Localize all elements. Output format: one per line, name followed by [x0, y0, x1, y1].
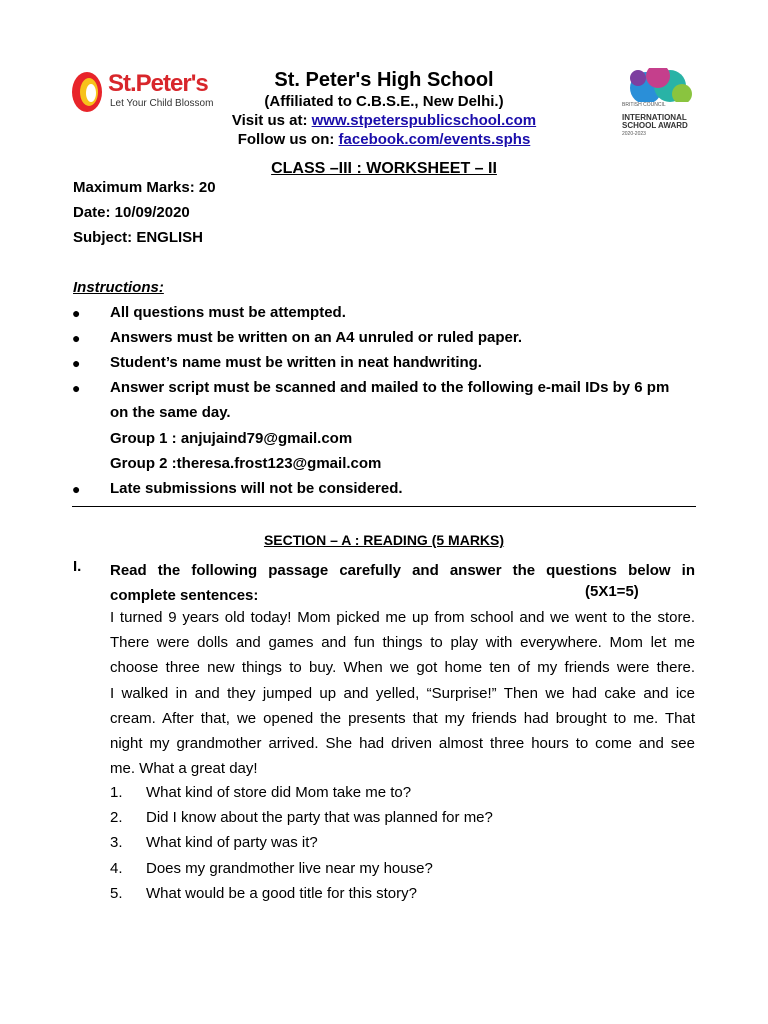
- question-number: 4.: [110, 860, 123, 877]
- question-item: What kind of store did Mom take me to?: [146, 784, 412, 801]
- question-number: 3.: [110, 834, 123, 851]
- question-item: Did I know about the party that was planned for me?: [146, 809, 493, 826]
- passage-line: night my grandmother arrived. She had driven almost three hours to come and see: [110, 735, 695, 753]
- bullet-icon: ●: [72, 330, 81, 346]
- instruction-item: All questions must be attempted.: [110, 304, 346, 321]
- instruction-item: Answers must be written on an A4 unruled or ruled paper.: [110, 329, 523, 346]
- question-marks: (5X1=5): [585, 583, 639, 600]
- passage-line: cream. After that, we opened the presents that my friends had brought to me. That: [110, 709, 695, 727]
- award-title: [622, 114, 688, 130]
- question-line: complete sentences:: [110, 587, 259, 604]
- max-marks: Maximum Marks: 20: [73, 179, 216, 196]
- international-school-award: [620, 68, 700, 140]
- passage-line: There were dolls and games and fun things to play with everywhere. Mom let me: [110, 634, 695, 652]
- school-header: [180, 68, 588, 149]
- passage-line: I turned 9 years old today! Mom picked me up from school and we went to the store.: [110, 609, 695, 626]
- visit-label: Visit us at:: [231, 112, 312, 129]
- reading-passage: [110, 605, 695, 781]
- affiliation: (Affiliated to C.B.S.E., New Delhi.): [264, 93, 504, 110]
- divider: [72, 506, 696, 507]
- instruction-item: Student’s name must be written in neat handwriting.: [110, 354, 482, 371]
- passage-line: I walked in and they jumped up and yelled, “Surprise!” Then we had cake and ice: [110, 684, 695, 702]
- subject: Subject: ENGLISH: [73, 229, 204, 246]
- date: Date: 10/09/2020: [73, 204, 190, 221]
- passage-line: me. What a great day!: [110, 760, 258, 778]
- award-line1: INTERNATIONAL: [622, 113, 687, 122]
- award-line2: SCHOOL AWARD: [622, 121, 688, 130]
- bullet-icon: ●: [72, 481, 81, 497]
- flower-logo-icon: [70, 68, 104, 114]
- group1-email: Group 1 : anjujaind79@gmail.com: [110, 430, 353, 447]
- question-number: 1.: [110, 784, 123, 801]
- question-number: 2.: [110, 809, 123, 826]
- bullet-icon: ●: [72, 355, 81, 371]
- instruction-item-continued: on the same day.: [110, 404, 231, 421]
- group2-email: Group 2 :theresa.frost123@gmail.com: [110, 455, 382, 472]
- instruction-item: Late submissions will not be considered.: [110, 480, 403, 497]
- question-item: Does my grandmother live near my house?: [146, 860, 433, 877]
- follow-label: Follow us on:: [237, 131, 339, 148]
- question-item: What kind of party was it?: [146, 834, 318, 851]
- question-line: Read the following passage carefully and answer the questions below in: [110, 562, 695, 579]
- passage-line: choose three new things to buy. When we got home ten of my friends were there.: [110, 659, 695, 677]
- instructions-heading: Instructions:: [73, 279, 164, 296]
- award-graphic-icon: [624, 68, 696, 102]
- logo-name: St.Peter's: [108, 70, 208, 97]
- bullet-icon: ●: [72, 305, 81, 321]
- website-link[interactable]: www.stpeterspublicschool.com: [311, 112, 537, 129]
- section-title: SECTION – A : READING (5 MARKS): [263, 532, 505, 548]
- logo-tagline: Let Your Child Blossom: [110, 98, 214, 109]
- worksheet-title: CLASS –III : WORKSHEET – II: [271, 160, 497, 177]
- question-number: 5.: [110, 885, 123, 902]
- website-line: [180, 111, 588, 130]
- school-name: St. Peter's High School: [274, 69, 494, 91]
- facebook-line: [180, 130, 588, 149]
- award-years: 2020-2023: [622, 131, 646, 137]
- bullet-icon: ●: [72, 380, 81, 396]
- award-issuer: BRITISH COUNCIL: [622, 102, 666, 108]
- instruction-item: Answer script must be scanned and mailed to the following e-mail IDs by 6 pm: [110, 379, 670, 396]
- facebook-link[interactable]: facebook.com/events.sphs: [338, 131, 531, 148]
- question-item: What would be a good title for this story?: [146, 885, 417, 902]
- question-number: I.: [73, 558, 82, 575]
